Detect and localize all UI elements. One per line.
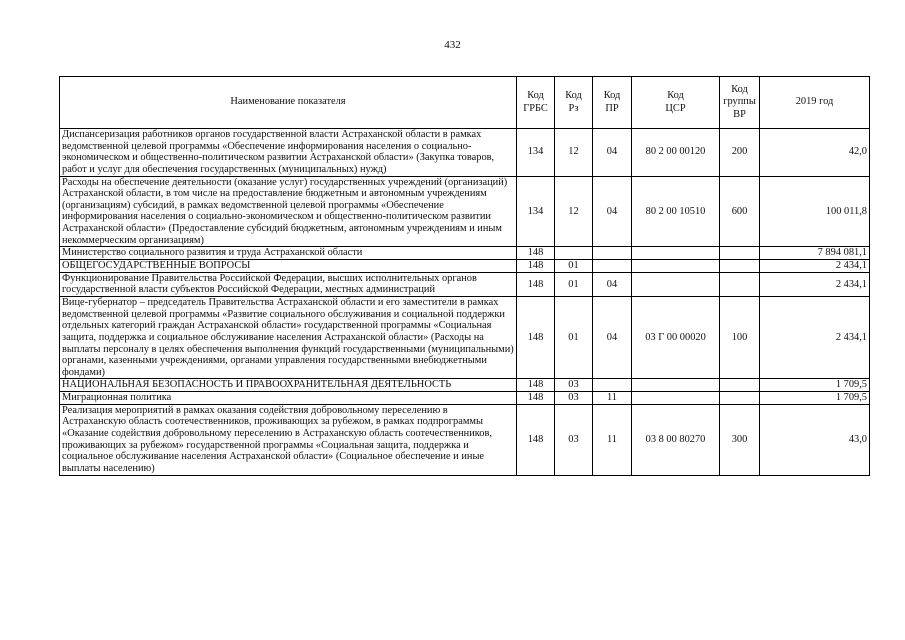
row-pr: 04 [593, 296, 632, 378]
row-grbs: 134 [517, 176, 555, 247]
page-number: 432 [444, 39, 461, 51]
header-pr: Код ПР [593, 77, 632, 129]
row-vr: 200 [720, 129, 760, 177]
row-rz [555, 247, 593, 260]
row-csr: 80 2 00 10510 [632, 176, 720, 247]
row-grbs: 148 [517, 260, 555, 273]
row-rz: 12 [555, 129, 593, 177]
row-pr [593, 379, 632, 392]
header-rz: Код Рз [555, 77, 593, 129]
row-csr [632, 260, 720, 273]
row-value: 1 709,5 [760, 392, 870, 405]
row-value: 1 709,5 [760, 379, 870, 392]
row-value: 43,0 [760, 404, 870, 475]
table-row [60, 379, 870, 392]
row-csr: 03 8 00 80270 [632, 404, 720, 475]
row-pr: 04 [593, 129, 632, 177]
table-row [60, 260, 870, 273]
header-csr: Код ЦСР [632, 77, 720, 129]
table-row [60, 392, 870, 405]
header-name: Наименование показателя [60, 77, 517, 129]
table-row [60, 404, 870, 475]
row-grbs: 148 [517, 404, 555, 475]
row-vr [720, 392, 760, 405]
row-value: 2 434,1 [760, 272, 870, 296]
budget-table [59, 76, 870, 476]
header-vr: Код группы ВР [720, 77, 760, 129]
table-row [60, 296, 870, 378]
row-value: 100 011,8 [760, 176, 870, 247]
row-rz: 01 [555, 296, 593, 378]
header-year: 2019 год [760, 77, 870, 129]
row-pr: 11 [593, 392, 632, 405]
row-vr [720, 247, 760, 260]
row-grbs: 148 [517, 247, 555, 260]
row-csr [632, 272, 720, 296]
row-rz: 01 [555, 260, 593, 273]
row-rz: 03 [555, 392, 593, 405]
table-row [60, 272, 870, 296]
table-header-row [60, 77, 870, 129]
row-pr [593, 247, 632, 260]
row-csr: 03 Г 00 00020 [632, 296, 720, 378]
row-pr [593, 260, 632, 273]
row-rz: 12 [555, 176, 593, 247]
row-name: Миграционная политика [60, 392, 517, 405]
row-name: Диспансеризация работников органов государственной власти Астраханской области в рамках ведомственной целевой программы «Обеспечение информирования населения о социально-экономическом и общественно-политическом развитии Астраханской области» (Закупка товаров, работ и услуг для обеспечения государственных (муниципальных) нужд) [60, 129, 517, 177]
row-grbs: 148 [517, 296, 555, 378]
row-vr: 100 [720, 296, 760, 378]
row-value: 42,0 [760, 129, 870, 177]
row-grbs: 148 [517, 392, 555, 405]
row-csr: 80 2 00 00120 [632, 129, 720, 177]
row-vr: 600 [720, 176, 760, 247]
row-grbs: 148 [517, 272, 555, 296]
row-value: 7 894 081,1 [760, 247, 870, 260]
row-value: 2 434,1 [760, 260, 870, 273]
row-name: Функционирование Правительства Российской Федерации, высших исполнительных органов государственной власти субъектов Российской Федерации, местных администраций [60, 272, 517, 296]
row-pr: 04 [593, 272, 632, 296]
row-name: Министерство социального развития и труда Астраханской области [60, 247, 517, 260]
row-value: 2 434,1 [760, 296, 870, 378]
row-name: Расходы на обеспечение деятельности (оказание услуг) государственных учреждений (организаций) Астраханской области, в том числе на предоставление бюджетным и автономным учреждениям (организациям) субсидий, в рамках ведомственной целевой программы «Обеспечение информирования населения о социально-экономическом и общественно-политическом развитии Астраханской области» (Предоставление субсидий бюджетным, автономным учреждениям и иным некоммерческим организациям) [60, 176, 517, 247]
row-rz: 01 [555, 272, 593, 296]
row-pr: 04 [593, 176, 632, 247]
row-name: ОБЩЕГОСУДАРСТВЕННЫЕ ВОПРОСЫ [60, 260, 517, 273]
row-vr: 300 [720, 404, 760, 475]
row-pr: 11 [593, 404, 632, 475]
row-rz: 03 [555, 404, 593, 475]
row-csr [632, 247, 720, 260]
row-vr [720, 260, 760, 273]
row-name: Вице-губернатор – председатель Правительства Астраханской области и его заместители в рамках ведомственной целевой программы «Развитие социального обслуживания и социальной поддержки отдельных категорий граждан Астраханской области» государственной программы «Социальная защита, поддержка и социальное обслуживание населения Астраханской области» (Расходы на выплаты персоналу в целях обеспечения выполнения функций государственными (муниципальными) органами, казенными учреждениями, органами управления государственными внебюджетными фондами) [60, 296, 517, 378]
header-grbs: Код ГРБС [517, 77, 555, 129]
row-rz: 03 [555, 379, 593, 392]
row-name: НАЦИОНАЛЬНАЯ БЕЗОПАСНОСТЬ И ПРАВООХРАНИТЕЛЬНАЯ ДЕЯТЕЛЬНОСТЬ [60, 379, 517, 392]
table-row [60, 176, 870, 247]
row-grbs: 134 [517, 129, 555, 177]
row-grbs: 148 [517, 379, 555, 392]
table-row [60, 247, 870, 260]
row-csr [632, 392, 720, 405]
row-csr [632, 379, 720, 392]
row-vr [720, 272, 760, 296]
row-name: Реализация мероприятий в рамках оказания содействия добровольному переселению в Астраханскую область соотечественников, проживающих за рубежом, в рамках подпрограммы «Оказание содействия добровольному переселению в Астраханскую область соотечественников, проживающих за рубежом» государственной программы «Социальная защита, поддержка и социальное обслуживание населения Астраханской области» (Социальное обеспечение и иные выплаты населению) [60, 404, 517, 475]
row-vr [720, 379, 760, 392]
table-row [60, 129, 870, 177]
